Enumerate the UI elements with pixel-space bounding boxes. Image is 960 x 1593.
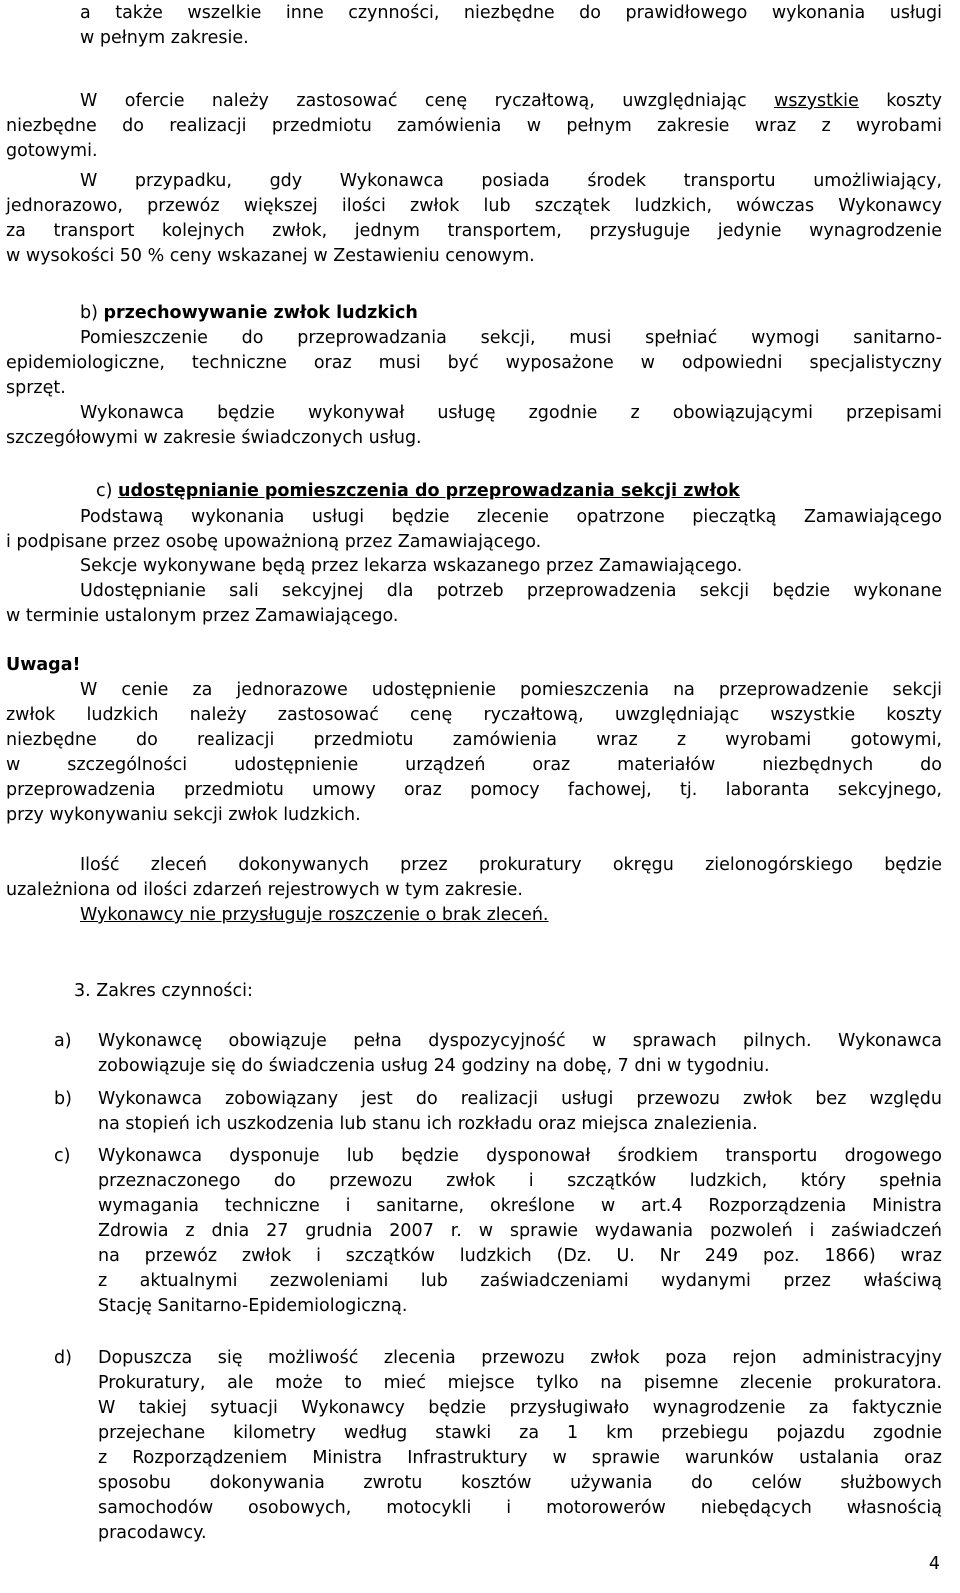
paragraph-line: Podstawą wykonania usługi będzie zlecenie opatrzone pieczątką Zamawiającego bbox=[80, 507, 942, 527]
section-marker: b) bbox=[80, 303, 98, 323]
paragraph-line: uzależniona od ilości zdarzeń rejestrowych w tym zakresie. bbox=[6, 880, 523, 900]
paragraph-line: W cenie za jednorazowe udostępnienie pomieszczenia na przeprowadzenie sekcji bbox=[80, 680, 942, 700]
list-item-line: Wykonawca zobowiązany jest do realizacji usługi przewozu zwłok bez względu bbox=[98, 1089, 942, 1109]
paragraph-line: w wysokości 50 % ceny wskazanej w Zestawieniu cenowym. bbox=[6, 246, 535, 266]
list-item-line: przeznaczonego do przewozu zwłok i szczątków ludzkich, który spełnia bbox=[98, 1171, 942, 1191]
section-heading bbox=[80, 300, 418, 326]
text-span: W ofercie należy zastosować cenę ryczałtową, uwzględniając bbox=[80, 91, 775, 111]
list-marker: d) bbox=[54, 1348, 72, 1368]
section-title: przechowywanie zwłok ludzkich bbox=[103, 303, 418, 323]
paragraph-line: i podpisane przez osobę upoważnioną przez Zamawiającego. bbox=[6, 532, 542, 552]
section-marker: c) bbox=[96, 481, 113, 501]
paragraph-line: Wykonawcy nie przysługuje roszczenie o brak zleceń. bbox=[80, 905, 549, 925]
paragraph-line: w pełnym zakresie. bbox=[80, 28, 249, 48]
section-title: udostępnianie pomieszczenia do przeprowadzania sekcji zwłok bbox=[118, 481, 740, 501]
paragraph-line: Udostępnianie sali sekcyjnej dla potrzeb przeprowadzenia sekcji będzie wykonane bbox=[80, 581, 942, 601]
paragraph-line: szczegółowymi w zakresie świadczonych usług. bbox=[6, 428, 422, 448]
paragraph-line: niezbędne do realizacji przedmiotu zamówienia w pełnym zakresie wraz z wyrobami bbox=[6, 116, 942, 136]
list-item-line: na stopień ich uszkodzenia lub stanu ich rozkładu oraz miejsca znalezienia. bbox=[98, 1114, 758, 1134]
list-item-line: Wykonawca dysponuje lub będzie dysponował środkiem transportu drogowego bbox=[98, 1146, 942, 1166]
list-item-line: zobowiązuje się do świadczenia usług 24 godziny na dobę, 7 dni w tygodniu. bbox=[98, 1056, 770, 1076]
paragraph-line: a także wszelkie inne czynności, niezbędne do prawidłowego wykonania usługi bbox=[80, 3, 942, 23]
paragraph-line: sprzęt. bbox=[6, 378, 66, 398]
list-marker: c) bbox=[54, 1146, 71, 1166]
paragraph-line: za transport kolejnych zwłok, jednym transportem, przysługuje jedynie wynagrodzenie bbox=[6, 221, 942, 241]
paragraph-line: zwłok ludzkich należy zastosować cenę ryczałtową, uwzględniając wszystkie koszty bbox=[6, 705, 942, 725]
paragraph-line: niezbędne do realizacji przedmiotu zamówienia wraz z wyrobami gotowymi, bbox=[6, 730, 942, 750]
list-item-line: z Rozporządzeniem Ministra Infrastruktury w sprawie warunków ustalania oraz bbox=[98, 1448, 942, 1468]
list-item-line: pracodawcy. bbox=[98, 1523, 207, 1543]
paragraph-line: epidemiologiczne, techniczne oraz musi być wyposażone w odpowiedni specjalistyczny bbox=[6, 353, 942, 373]
paragraph-line: przy wykonywaniu sekcji zwłok ludzkich. bbox=[6, 805, 361, 825]
paragraph-line: Pomieszczenie do przeprowadzania sekcji, musi spełniać wymogi sanitarno- bbox=[80, 328, 942, 348]
list-item-line: przejechane kilometry według stawki za 1 km przebiegu pojazdu zgodnie bbox=[98, 1423, 942, 1443]
list-marker: b) bbox=[54, 1089, 72, 1109]
list-item-line: sposobu dokonywania zwrotu kosztów używania do celów służbowych bbox=[98, 1473, 942, 1493]
paragraph-line bbox=[80, 88, 942, 114]
list-item-line: wymagania techniczne i sanitarne, określone w art.4 Rozporządzenia Ministra bbox=[98, 1196, 942, 1216]
list-item-line: W takiej sytuacji Wykonawcy będzie przysługiwało wynagrodzenie za faktycznie bbox=[98, 1398, 942, 1418]
list-heading: 3. Zakres czynności: bbox=[74, 981, 253, 1001]
list-item-line: Prokuratury, ale może to mieć miejsce tylko na pisemne zlecenie prokuratora. bbox=[98, 1373, 942, 1393]
note-heading: Uwaga! bbox=[6, 655, 81, 675]
list-item-line: na przewóz zwłok i szczątków ludzkich (Dz. U. Nr 249 poz. 1866) wraz bbox=[98, 1246, 942, 1266]
list-item-line: Zdrowia z dnia 27 grudnia 2007 r. w sprawie wydawania pozwoleń i zaświadczeń bbox=[98, 1221, 942, 1241]
list-item-line: Wykonawcę obowiązuje pełna dyspozycyjność w sprawach pilnych. Wykonawca bbox=[98, 1031, 942, 1051]
paragraph-line: Ilość zleceń dokonywanych przez prokuratury okręgu zielonogórskiego będzie bbox=[80, 855, 942, 875]
paragraph-line: W przypadku, gdy Wykonawca posiada środek transportu umożliwiający, bbox=[80, 171, 942, 191]
paragraph-line: Wykonawca będzie wykonywał usługę zgodnie z obowiązującymi przepisami bbox=[80, 403, 942, 423]
paragraph-line: przeprowadzenia przedmiotu umowy oraz pomocy fachowej, tj. laboranta sekcyjnego, bbox=[6, 780, 942, 800]
list-item-line: Dopuszcza się możliwość zlecenia przewozu zwłok poza rejon administracyjny bbox=[98, 1348, 942, 1368]
underlined-word: wszystkie bbox=[774, 91, 859, 111]
paragraph-line: gotowymi. bbox=[6, 141, 98, 161]
list-marker: a) bbox=[54, 1031, 72, 1051]
paragraph-line: w terminie ustalonym przez Zamawiającego. bbox=[6, 606, 399, 626]
page-number: 4 bbox=[928, 1554, 940, 1574]
list-item-line: Stację Sanitarno-Epidemiologiczną. bbox=[98, 1296, 408, 1316]
paragraph-line: w szczególności udostępnienie urządzeń oraz materiałów niezbędnych do bbox=[6, 755, 942, 775]
list-item-line: samochodów osobowych, motocykli i motorowerów niebędących własnością bbox=[98, 1498, 942, 1518]
section-heading bbox=[96, 478, 740, 504]
paragraph-line: Sekcje wykonywane będą przez lekarza wskazanego przez Zamawiającego. bbox=[80, 556, 743, 576]
paragraph-line: jednorazowo, przewóz większej ilości zwłok lub szczątek ludzkich, wówczas Wykonawcy bbox=[6, 196, 942, 216]
list-item-line: z aktualnymi zezwoleniami lub zaświadczeniami wydanymi przez właściwą bbox=[98, 1271, 942, 1291]
text-span: koszty bbox=[858, 91, 942, 111]
